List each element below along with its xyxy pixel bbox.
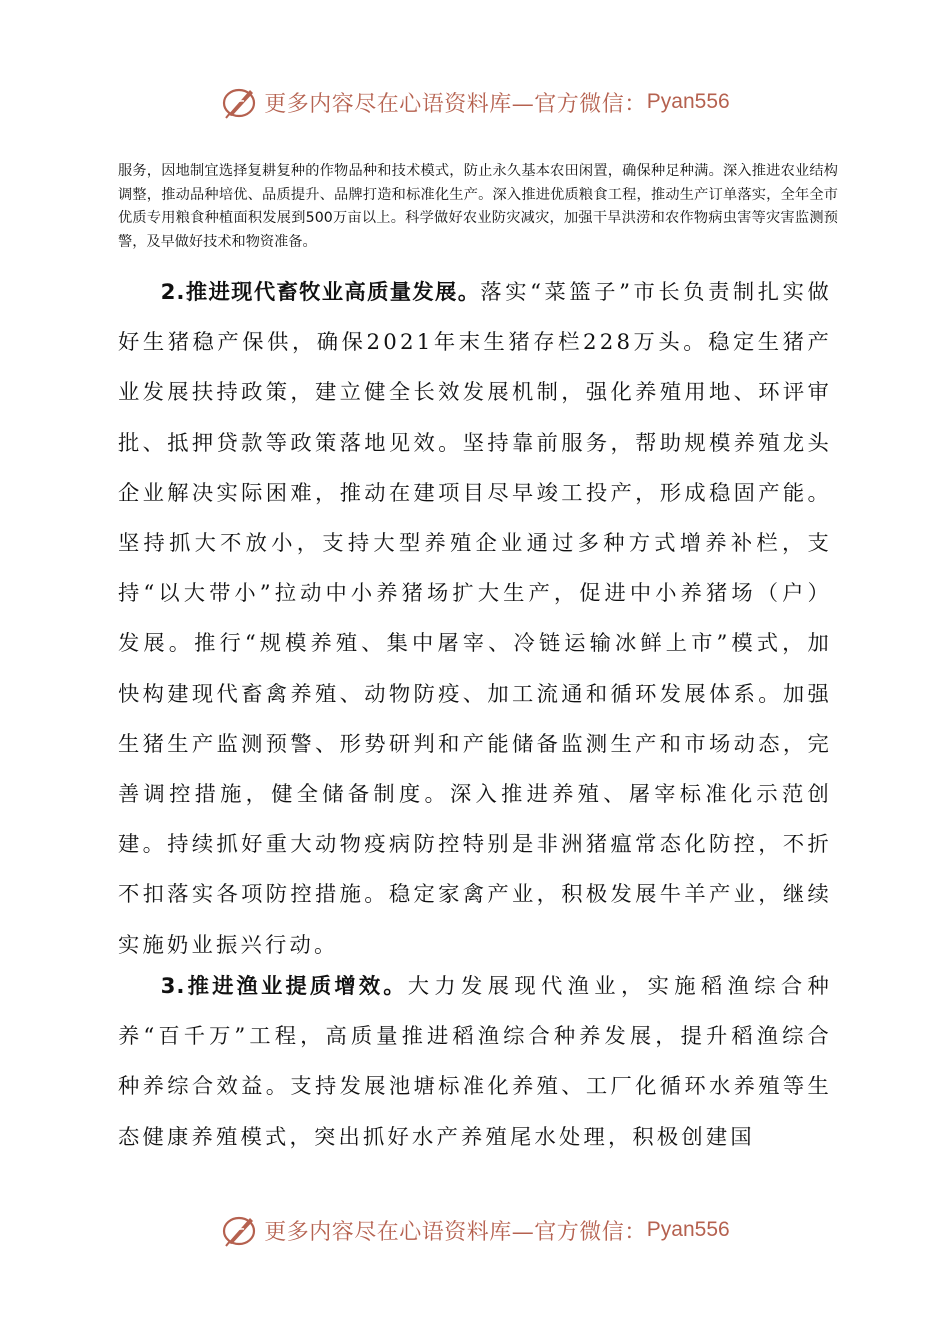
section-2-paragraph (118, 268, 832, 971)
section-3-heading: 3.推进渔业提质增效。 (160, 974, 408, 999)
header-wechat-id: Pyan556 (646, 90, 730, 113)
footer-site-text: 更多内容尽在心语资料库—官方微信： (264, 1219, 647, 1245)
header-banner (0, 80, 950, 124)
footer-banner (0, 1208, 950, 1252)
section-2 (118, 268, 832, 971)
section-3-paragraph (118, 962, 832, 1163)
section-3-text: 大力发展现代渔业，实施稻渔综合种养“百千万”工程，高质量推进稻渔综合种养发展，提升稻渔综合种养综合效益。支持发展池塘标准化养殖、工厂化循环水养殖等生态健康养殖模式，突出抓好水产养殖尾水处理，积极创建国 (118, 974, 833, 1150)
quill-pen-logo-icon (220, 82, 260, 122)
intro-paragraph-block (118, 160, 838, 254)
section-2-text: 落实“菜篮子”市长负责制扎实做好生猪稳产保供，确保2021年末生猪存栏228万头。稳定生猪产业发展扶持政策，建立健全长效发展机制，强化养殖用地、环评审批、抵押贷款等政策落地见效。坚持靠前服务，帮助规模养殖龙头企业解决实际困难，推动在建项目尽早竣工投产，形成稳固产能。坚持抓大不放小，支持大型养殖企业通过多种方式增养补栏，支持“以大带小”拉动中小养猪场扩大生产，促进中小养猪场（户）发展。推行“规模养殖、集中屠宰、冷链运输冰鲜上市”模式，加快构建现代畜禽养殖、动物防疫、加工流通和循环发展体系。加强生猪生产监测预警、形势研判和产能储备监测生产和市场动态，完善调控措施，健全储备制度。深入推进养殖、屠宰标准化示范创建。持续抓好重大动物疫病防控特别是非洲猪瘟常态化防控，不折不扣落实各项防控措施。稳定家禽产业，积极发展牛羊产业，继续实施奶业振兴行动。 (118, 280, 832, 958)
footer-wechat-id: Pyan556 (646, 1218, 730, 1241)
intro-paragraph: 服务，因地制宜选择复耕复种的作物品种和技术模式，防止永久基本农田闲置，确保种足种满。深入推进农业结构调整，推动品种培优、品质提升、品牌打造和标准化生产。深入推进优质粮食工程，推动生产订单落实，全年全市优质专用粮食种植面积发展到500万亩以上。科学做好农业防灾减灾，加强干旱洪涝和农作物病虫害等灾害监测预警，及早做好技术和物资准备。 (118, 163, 838, 250)
section-3 (118, 962, 832, 1163)
section-2-heading: 2.推进现代畜牧业高质量发展。 (160, 280, 481, 305)
quill-pen-logo-icon (220, 1210, 260, 1250)
header-site-text: 更多内容尽在心语资料库—官方微信： (264, 91, 647, 117)
